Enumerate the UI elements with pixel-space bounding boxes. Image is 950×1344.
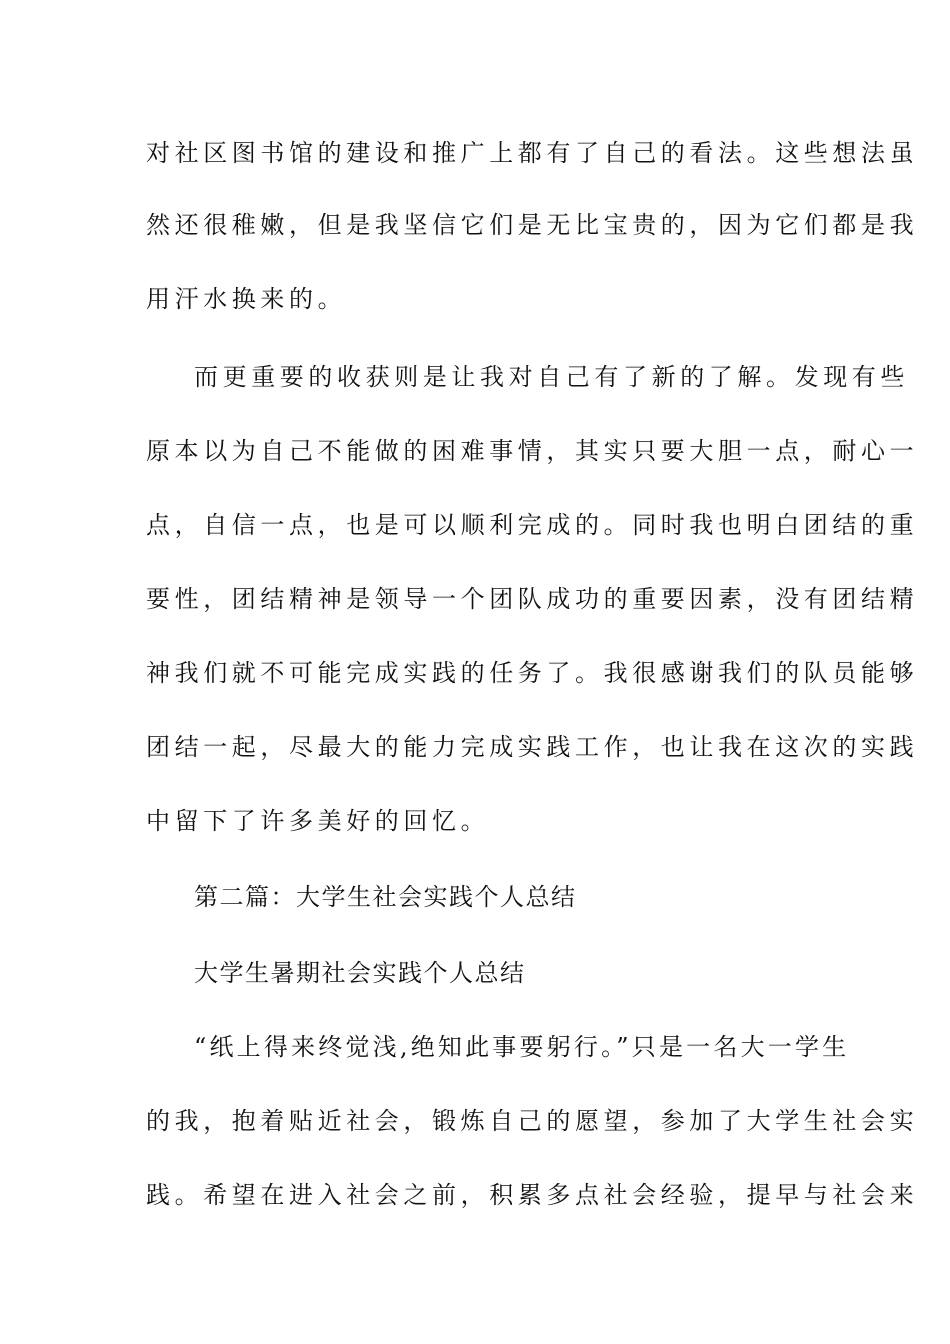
text-line: 中留下了许多美好的回忆。 [146,807,490,835]
text-line: 原本以为自己不能做的困难事情，其实只要大胆一点，耐心一 [146,437,919,465]
text-line: “纸上得来终觉浅,绝知此事要躬行。”只是一名大一学生 [194,1033,850,1061]
text-line: 而更重要的收获则是让我对自己有了新的了解。发现有些 [194,363,909,391]
text-line: 团结一起，尽最大的能力完成实践工作，也让我在这次的实践 [146,733,919,761]
text-line: 用汗水换来的。 [146,285,347,313]
text-line: 神我们就不可能完成实践的任务了。我很感谢我们的队员能够 [146,659,919,687]
text-line: 对社区图书馆的建设和推广上都有了自己的看法。这些想法虽 [146,139,919,167]
text-line: 践。希望在进入社会之前，积累多点社会经验，提早与社会来 [146,1181,919,1209]
text-line: 点，自信一点，也是可以顺利完成的。同时我也明白团结的重 [146,511,919,539]
subtitle: 大学生暑期社会实践个人总结 [194,959,526,987]
section-title: 第二篇：大学生社会实践个人总结 [194,883,577,911]
text-line: 的我，抱着贴近社会，锻炼自己的愿望，参加了大学生社会实 [146,1107,919,1135]
text-line: 要性，团结精神是领导一个团队成功的重要因素，没有团结精 [146,585,919,613]
text-line: 然还很稚嫩，但是我坚信它们是无比宝贵的，因为它们都是我 [146,211,919,239]
